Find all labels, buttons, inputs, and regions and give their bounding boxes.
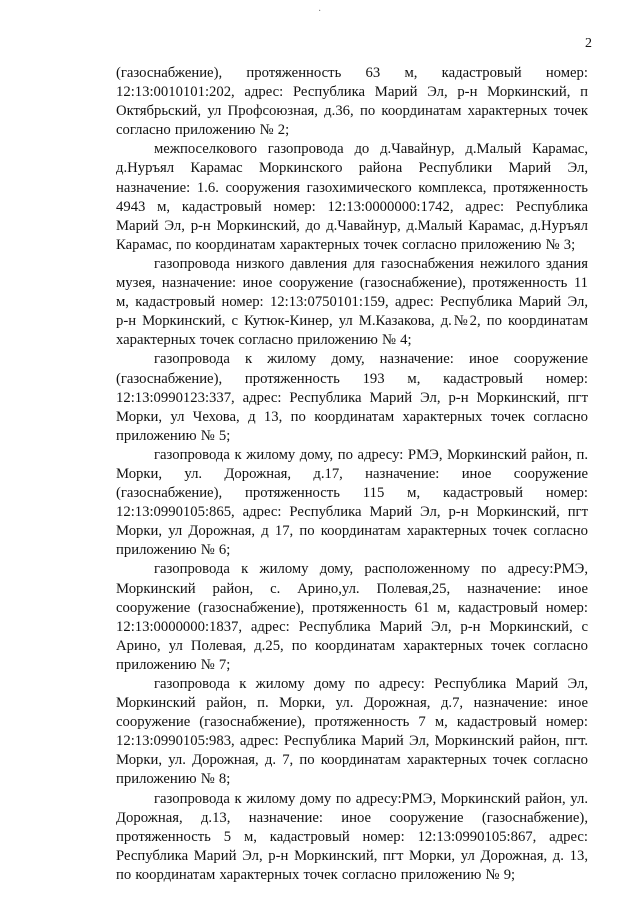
document-body bbox=[116, 64, 588, 885]
scan-artifact-mark: · bbox=[318, 6, 322, 17]
paragraph-continuation: (газоснабжение), протяженность 63 м, кадастровый номер: 12:13:0010101:202, адрес: Республика Марий Эл, р-н Моркинский, п Октябрьский, ул Профсоюзная, д.36, по координатам характерных точек согласно приложению № 2; bbox=[116, 65, 588, 139]
paragraph-item: газопровода к жилому дому, расположенному по адресу:РМЭ, Моркинский район, с. Арино,ул. Полевая,25, назначение: иное сооружение (газоснабжение), протяженность 61 м, кадастровый номер: 12:13:0000000:1837, адрес: Республика Марий Эл, р-н Моркинский, с Арино, ул Полевая, д.25, по координатам характерных точек согласно приложению № 7; bbox=[116, 561, 588, 673]
paragraph-item: газопровода к жилому дому по адресу:РМЭ, Моркинский район, ул. Дорожная, д.13, назначение: иное сооружение (газоснабжение), протяженность 5 м, кадастровый номер: 12:13:0990105:867, адрес: Республика Марий Эл, р-н Моркинский, пгт Морки, ул Дорожная, д. 13, по координатам характерных точек согласно приложению № 9; bbox=[116, 790, 588, 883]
page-number: 2 bbox=[585, 36, 592, 51]
paragraph-item: газопровода к жилому дому, назначение: иное сооружение (газоснабжение), протяженность 193 м, кадастровый номер: 12:13:0990123:337, адрес: Республика Марий Эл, р-н Моркинский, пгт Морки, ул Чехова, д 13, по координатам характерных точек согласно приложению № 5; bbox=[116, 351, 588, 444]
paragraph-item: газопровода к жилому дому по адресу: Республика Марий Эл, Моркинский район, п. Морки, ул. Дорожная, д.7, назначение: иное сооружение (газоснабжение), протяженность 7 м, кадастровый номер: 12:13:0990105:983, адрес: Республика Марий Эл, Моркинский район, пгт. Морки, ул. Дорожная, д. 7, по координатам характерных точек согласно приложению № 8; bbox=[116, 676, 588, 788]
paragraph-item: газопровода к жилому дому, по адресу: РМЭ, Моркинский район, п. Морки, ул. Дорожная, д.17, назначение: иное сооружение (газоснабжение), протяженность 115 м, кадастровый номер: 12:13:0990105:865, адрес: Республика Марий Эл, р-н Моркинский, пгт Морки, ул Дорожная, д 17, по координатам характерных точек согласно приложению № 6; bbox=[116, 446, 588, 559]
paragraph-item: межпоселкового газопровода до д.Чавайнур, д.Малый Карамас, д.Нуръял Карамас Моркинского района Республики Марий Эл, назначение: 1.6. сооружения газохимического комплекса, протяженность 4943 м, кадастровый номер: 12:13:0000000:1742, адрес: Республика Марий Эл, р-н Моркинский, до д.Чавайнур, д.Малый Карамас, д.Нуръял Карамас, по координатам характерных точек согласно приложению № 3; bbox=[116, 141, 588, 253]
paragraph-item: газопровода низкого давления для газоснабжения нежилого здания музея, назначение: иное сооружение (газоснабжение), протяженность 11 м, кадастровый номер: 12:13:0750101:159, адрес: Республика Марий Эл, р-н Моркинский, с Кутюк-Кинер, ул М.Казакова, д.№2, по координатам характерных точек согласно приложению № 4; bbox=[116, 255, 588, 349]
